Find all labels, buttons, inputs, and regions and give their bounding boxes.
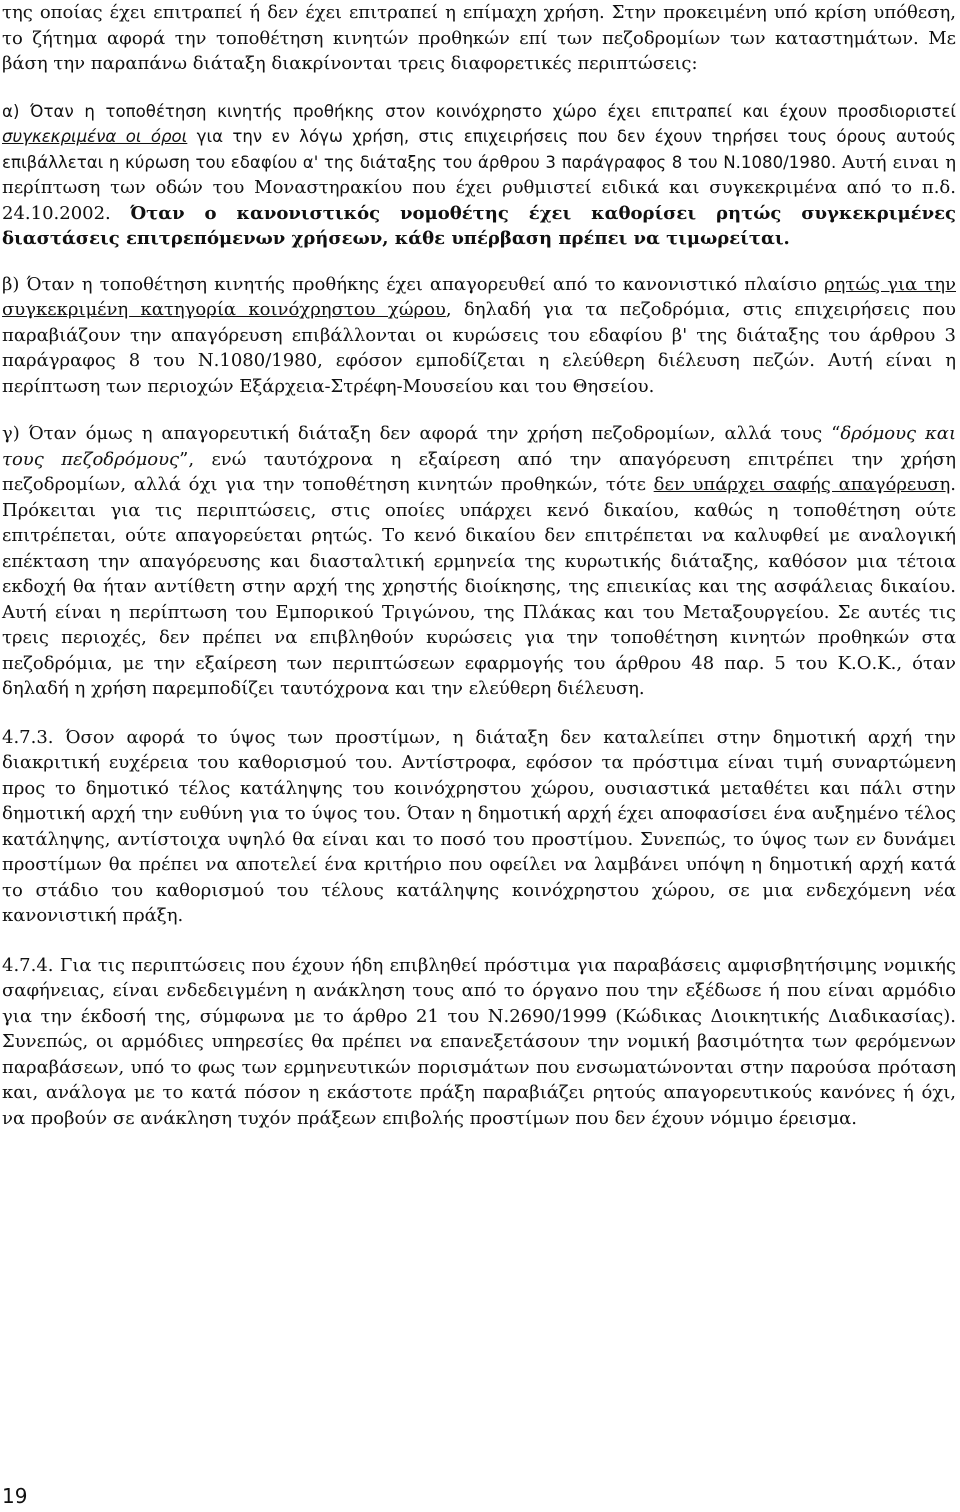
case-c-underlined-phrase: δεν υπάρχει σαφής απαγόρευση <box>653 474 951 495</box>
case-b-text-1: β) Όταν η τοποθέτηση κινητής προθήκης έχει απαγορευθεί από το κανονιστικό πλαίσιο <box>2 273 825 295</box>
case-c-text-2: ”, ενώ ταυτόχρονα η εξαίρεση από την απαγόρευση επιτρέπει την χρήση πεζοδρομίων, αλλά όχι για την τοποθέτηση κινητών προθηκών, τότε <box>2 448 957 495</box>
document-page <box>2 0 956 1131</box>
case-c-text-3: . Πρόκειται για τις περιπτώσεις, στις οποίες υπάρχει κενό δικαίου, καθώς η τοποθέτηση ούτε επιτρέπεται, ούτε απαγορεύεται ρητώς. Το κενό δικαίου δεν επιτρέπεται να καλυφθεί με αναλογική επέκταση την απαγόρευσης και διασταλτική ερμηνεία της κυρωτικής διάταξης, καθόσον μια τέτοια εκδοχή θα ήταν αντίθετη στην αρχή της χρηστής διοίκησης, της επιεικίας και της ασφάλειας δικαίου. Αυτή είναι η περίπτωση του Εμπορικού Τριγώνου, της Πλάκας και του Μεταξουργείου. Σε αυτές τις τρεις περιοχές, δεν πρέπει να επιβληθούν κυρώσεις για την τοποθέτηση κινητών προθηκών στα πεζοδρόμια, με την εξαίρεση των περιπτώσεων εφαρμογής του άρθρου 48 παρ. 5 του Κ.Ο.Κ., όταν δηλαδή η χρήση παρεμποδίζει ταυτόχρονα και την ελεύθερη διέλευση. <box>2 474 956 699</box>
case-a-text-2: για την εν λόγω χρήση, στις επιχειρήσεις που δεν έχουν τηρήσει τους όρους αυτούς επιβάλλεται η κύρωση του εδαφίου α' της διάταξης του άρθρου 3 παράγραφος 8 του Ν.1080/1980. <box>2 127 957 172</box>
case-c-italic-phrase: δρόμους και τους πεζοδρόμους <box>2 423 957 470</box>
case-b-underlined-phrase: ρητώς για την συγκεκριμένη κατηγορία κοινόχρηστου χώρου <box>2 273 956 320</box>
case-a-text-3: Αυτή ειναι η περίπτωση των οδών του Μοναστηρακίου που έχει ρυθμιστεί ειδικά και συγκεκριμένα από το π.δ. 24.10.2002. <box>2 151 956 224</box>
case-a-text-1: α) Όταν η τοποθέτηση κινητής προθήκης στον κοινόχρηστο χώρο έχει επιτραπεί και έχουν προσδιοριστεί <box>2 101 956 121</box>
case-a-underlined-terms: συγκεκριμένα οι όροι <box>2 127 188 146</box>
intro-text: της οποίας έχει επιτραπεί ή δεν έχει επιτραπεί η επίμαχη χρήση. Στην προκειμένη υπό κρίση υπόθεση, το ζήτημα αφορά την τοποθέτηση κινητών προθηκών επί των πεζοδρομίων των καταστημάτων. Με βάση την παραπάνω διάταξη διακρίνονται τρεις διαφορετικές περιπτώσεις: <box>2 2 956 74</box>
section-4-7-3-text: 4.7.3. Όσον αφορά το ύψος των προστίμων, η διάταξη δεν καταλείπει στην δημοτική αρχή την διακριτική ευχέρεια του καθορισμού του. Αντίστροφα, εφόσον τα πρόστιμα είναι τιμή συναρτώμενη προς το δημοτικό τέλος κατάληψης του κοινόχρηστου χώρου, ουσιαστικά μεταθέτει και πάλι στην δημοτική αρχή την ευθύνη για το ύψος του. Όταν η δημοτική αρχή έχει αποφασίσει ένα αυξημένο τέλος κατάληψης, αντίστοιχα υψηλό θα είναι και το ποσό του προστίμου. Συνεπώς, το ύψος των εν δυνάμει προστίμων θα πρέπει να αποτελεί ένα κριτήριο που οφείλει να λαμβάνει υπόψη η δημοτική αρχή κατά το στάδιο του καθορισμού του τέλους κατάληψης κοινόχρηστου χώρου, σε μια ενδεχόμενη νέα κανονιστική πράξη. <box>2 726 956 926</box>
case-a-bold-conclusion: Όταν ο κανονιστικός νομοθέτης έχει καθορίσει ρητώς συγκεκριμένες διαστάσεις επιτρεπόμενων χρήσεων, κάθε υπέρβαση πρέπει να τιμωρείται. <box>2 202 956 249</box>
paragraph-intro <box>2 0 956 77</box>
paragraph-section-4-7-3 <box>2 725 956 929</box>
case-c-text-1: γ) Όταν όμως η απαγορευτική διάταξη δεν αφορά την χρήση πεζοδρομίων, αλλά τους “ <box>2 423 841 444</box>
paragraph-case-b <box>2 272 956 400</box>
paragraph-case-a <box>2 99 956 252</box>
section-4-7-4-text: 4.7.4. Για τις περιπτώσεις που έχουν ήδη επιβληθεί πρόστιμα για παραβάσεις αμφισβητήσιμης νομικής σαφήνειας, είναι ενδεδειγμένη η ανάκληση τους από το όργανο που την εξέδωσε ή που είναι αρμόδιο για την έκδοσή της, σύμφωνα με το άρθρο 21 του Ν.2690/1999 (Κώδικας Διοικητικής Διαδικασίας). Συνεπώς, οι αρμόδιες υπηρεσίες θα πρέπει να επανεξετάσουν την νομική βασιμότητα των φερόμενων παραβάσεων, υπό το φως των ερμηνευτικών πορισμάτων που ενσωματώνονται στην παρούσα πρόταση και, ανάλογα με το κατά πόσον η εκάστοτε πράξη παραβιάζει ρητούς απαγορευτικούς κανόνες ή όχι, να προβούν σε ανάκληση τυχόν πράξεων επιβολής προστίμων που δεν έχουν νόμιμο έρεισμα. <box>2 954 956 1129</box>
paragraph-section-4-7-4 <box>2 953 956 1132</box>
page-number: 19 <box>2 1484 28 1508</box>
paragraph-case-c <box>2 421 956 702</box>
case-b-text-2: , δηλαδή για τα πεζοδρόμια, στις επιχειρήσεις που παραβιάζουν την απαγόρευση επιβάλλονται οι κυρώσεις του εδαφίου β' της διάταξης του άρθρου 3 παράγραφος 8 του Ν.1080/1980, εφόσον εμποδίζεται η ελεύθερη διέλευση πεζών. Αυτή είναι η περίπτωση των περιοχών Εξάρχεια-Στρέφη-Μουσείου και του Θησείου. <box>2 299 956 397</box>
